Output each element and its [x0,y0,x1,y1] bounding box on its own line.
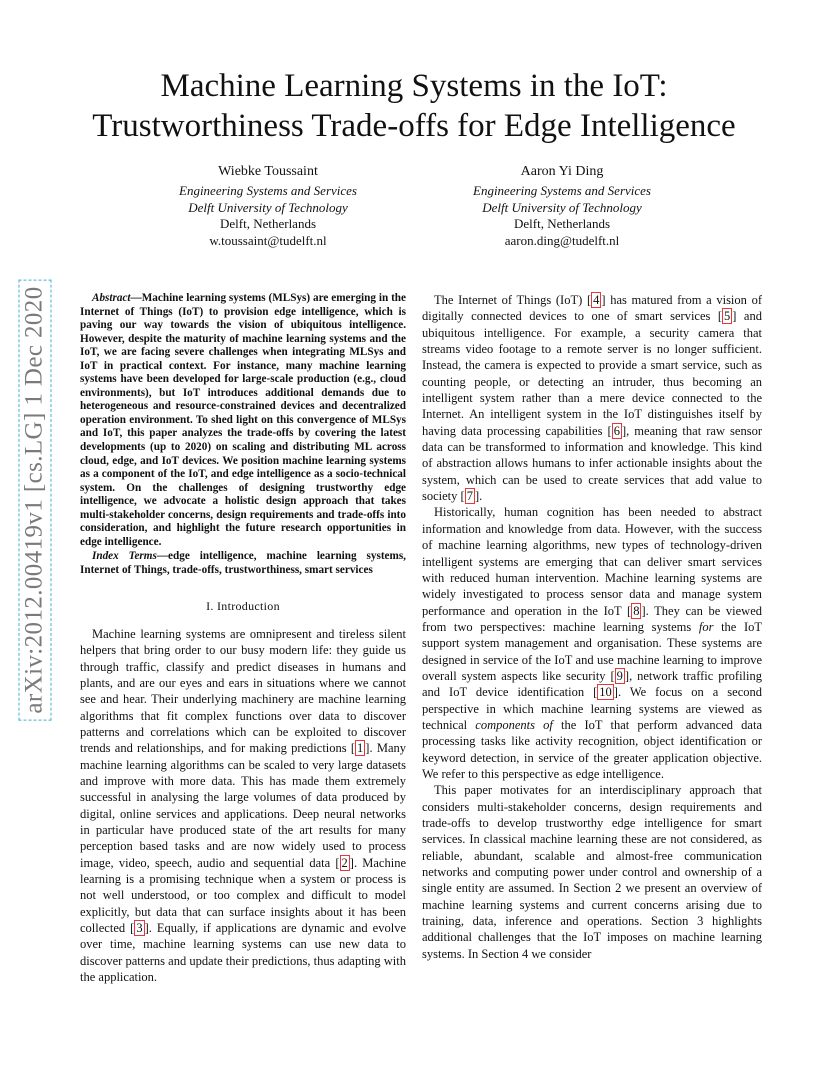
author-name: Wiebke Toussaint [218,164,318,179]
emphasis-text: components of [475,717,553,732]
right-column [422,292,762,962]
paragraph-text: the IoT support system management and organisation. These systems are designed in service of the IoT and use machine learning to improve overall system aspects like security [422,619,762,683]
paragraph-text: , meaning that raw sensor data can be transformed to information and knowledge. This kind of abstraction allows humans to infer actionable insights about the system, which can be used to create services that add value to society [422,423,762,504]
arxiv-stamp-text: arXiv:2012.00419v1 [cs.LG] 1 Dec 2020 [18,279,51,720]
intro-paragraph-2: The Internet of Things (IoT) [ 4 ] has matured from a vision of digitally connected devices to one of smart services [ 5 ] and ubiquitous intelligence. For example, a security camera that streams video footage to a remote server is no longer sufficient. Instead, the camera is expected to provide a smart service, such as counting people, or detecting an intruder, thus becoming an intelligent system rather than a mere device connected to the Internet. An intelligent system in the IoT distinguishes itself by having data processing capabilities [ 6 ], meaning that raw sensor data can be transformed to information and knowledge. This kind of abstraction allows humans to infer actionable insights about the system, which can be used to create services that add value to society [ 7 ]. [422,293,762,504]
citation-link[interactable]: 4 [593,293,600,307]
abstract [80,292,406,549]
author-department: Engineering Systems and Services [179,182,357,198]
citation-link[interactable]: 6 [613,423,620,438]
title-line-1: Machine Learning Systems in the IoT: [160,68,668,104]
author-email[interactable]: w.toussaint@tudelft.nl [209,233,327,249]
author-department: Engineering Systems and Services [473,182,651,198]
abstract-lead: Abstract [92,292,131,304]
abstract-text: —Machine learning systems (MLSys) are emerging in the Internet of Things (IoT) to provision edge intelligence, which is paving our way towards the vision of ubiquitous intelligence. However, despite the maturity of machine learning systems and the IoT, we are facing severe challenges when integrating MLSys and IoT in practical context. For instance, many machine learning systems have been developed for large-scale production (e.g., cloud environments), but IoT introduces additional demands due to heterogeneous and resource-constrained devices and decentralized operation environment. To shed light on this convergence of MLSys and IoT, this paper analyzes the trade-offs by covering the latest developments (up to 2020) on scaling and distributing ML across cloud, edge, and IoT devices. We position machine learning systems as a component of the IoT, and edge intelligence as a socio-technical system. On the challenges of designing trustworthy edge intelligence, we advocate a holistic design approach that takes multi-stakeholder concerns, design requirements and trade-offs into consideration, and highlight the future research opportunities in edge intelligence. [80,292,406,548]
paragraph-text: and ubiquitous intelligence. For example, a security camera that streams video footage to a remote server is no longer sufficient. Instead, the camera is expected to provide a smart service, such as counting people, or detecting an intruder, thus becoming an intelligent system rather than a mere device connected to the Internet. An intelligent system in the IoT distinguishes itself by having data processing capabilities [422,309,762,438]
intro-paragraph-3: Historically, human cognition has been needed to abstract information and knowledge from data. However, with the success of machine learning algorithms, new types of technology-driven intelligent systems are emerging that can deliver smart services with reduced human intervention. Machine learning systems are widely investigated to process sensor data and manage system performance and operation in the IoT [ 8 ]. They can be viewed from two perspectives: machine learning systems for the IoT support system management and organisation. These systems are designed in service of the IoT and use machine learning to improve overall system aspects like security [ 9 ], network traffic profiling and IoT device identification [ 10 ]. We focus on a second perspective in which machine learning systems are viewed as technical components of the IoT that perform advanced data processing tasks like activity recognition, object identification or keyword detection, in service of the greater application objective. We refer to this perspective as edge intelligence. [422,505,762,781]
emphasis-text: for [698,619,714,634]
paragraph-text: Machine learning systems are omnipresent and tireless silent helpers that bring order to our busy modern life: they guide us through traffic, classify and predict diseases in humans and plants, and are our eyes and ears in situations where we cannot see and hear. Their underlying machinery are machine learning algorithms that fit complex functions over data to discover patterns and correlations which can be exploited to discover trends and relationships, and for making predictions [80,626,406,756]
author-university: Delft University of Technology [188,199,348,215]
author-city: Delft, Netherlands [513,216,611,232]
paper-title [0,66,828,146]
intro-paragraph-1: Machine learning systems are omnipresent and tireless silent helpers that bring order to our busy modern life: they guide us through traffic, classify and predict diseases in humans and plants, and are our eyes and ears in situations where we cannot see and hear. Their underlying machinery are machine learning algorithms that fit complex functions over data to discover patterns and correlations which can be exploited to discover trends and relationships, and for making predictions [ 1 ]. Many machine learning algorithms can be scaled to very large datasets and improve with more data. This has made them extremely successful in analysing the large volumes of data produced by digital, online services and applications. Deep neural networks in particular have produced state of the art results for many perception based tasks and are now widely used to process image, video, speech, audio and sequential data [ 2 ]. Machine learning is a promising technique when a system or process is not well understood, or too complex and difficult to model explicitly, but data that can surface insights about it has been collected [ 3 ]. Equally, if applications are dynamic and evolve over time, machine learning systems can use new data to discover patterns and update their predictions, thus adapting with the application. [80,626,407,985]
paragraph-text: . Machine learning is a promising technique when a system or process is not well understood, or too complex and difficult to model explicitly, but data that can surface insights about it has been collected [80,855,407,936]
index-terms-text: —edge intelligence, machine learning systems, Internet of Things, trade-offs, trustworthiness, smart services [80,550,406,576]
left-column [80,292,406,985]
citation-link[interactable]: 10 [599,685,612,700]
author-email[interactable]: aaron.ding@tudelft.nl [504,233,620,249]
title-line-2: Trustworthiness Trade-offs for Edge Intelligence [92,108,736,144]
paragraph-text: the IoT that perform advanced data processing tasks like activity recognition, object identification or keyword detection, in service of the greater application objective. We refer to this perspective as edge intelligence. [422,717,762,781]
paragraph-text: . Equally, if applications are dynamic and evolve over time, machine learning systems can use new data to discover patterns and update their predictions, thus adapting with the application. [80,921,406,985]
citation-link[interactable]: 7 [466,489,473,504]
citation-link[interactable]: 1 [357,741,364,756]
arxiv-stamp [20,260,47,740]
paragraph-text: . [479,489,483,504]
intro-paragraph-4: This paper motivates for an interdisciplinary approach that considers multi-stakeholder concerns, design requirements and trade-offs to develop trustworthy edge intelligence for smart services. In classical machine learning these are not considered, as reliable, abundant, scalable and almost-free communication networks and computing power under control and ownership of a single entity are assumed. In Section 2 we present an overview of machine learning systems and current concerns arising due to training, data, inference and operations. Section 3 highlights additional challenges that the IoT imposes on machine learning systems. In Section 4 we consider [422,783,762,961]
author-name: Aaron Yi Ding [520,164,604,179]
paragraph-text: The Internet of Things (IoT) [434,293,587,307]
citation-link[interactable]: 9 [616,668,623,683]
paragraph-text: has matured from a vision of digitally connected devices to one of smart services [422,293,762,324]
citation-link[interactable]: 2 [341,855,348,870]
citation-link[interactable]: 5 [724,309,731,324]
citation-link[interactable]: 3 [136,921,143,936]
index-terms [80,550,406,577]
paragraph-text: , network traffic profiling and IoT device identification [422,668,762,700]
citation-link[interactable]: 8 [633,603,640,618]
index-terms-lead: Index Terms [92,550,157,563]
author-university: Delft University of Technology [482,199,642,215]
paragraph-text: . We focus on a second perspective in which machine learning systems are viewed as technical [422,685,762,732]
paragraph-text: . They can be viewed from two perspectives: machine learning systems [422,603,762,634]
author-block-2 [432,164,692,250]
author-city: Delft, Netherlands [219,216,317,232]
author-block-1 [138,164,398,250]
paragraph-text: Historically, human cognition has been needed to abstract information and knowledge from data. However, with the success of machine learning algorithms, new types of technology-driven intelligent systems are emerging that can deliver smart services with reduced human intervention. Machine learning systems are widely investigated to process sensor data and manage system performance and operation in the IoT [422,505,762,618]
section-heading: I. Introduction [206,599,280,614]
paragraph-text: . Many machine learning algorithms can be scaled to very large datasets and improve with more data. This has made them extremely successful in analysing the large volumes of data produced by digital, online services and applications. Deep neural networks in particular have produced state of the art results for many perception based tasks and are now widely used to process image, video, speech, audio and sequential data [80,741,406,870]
